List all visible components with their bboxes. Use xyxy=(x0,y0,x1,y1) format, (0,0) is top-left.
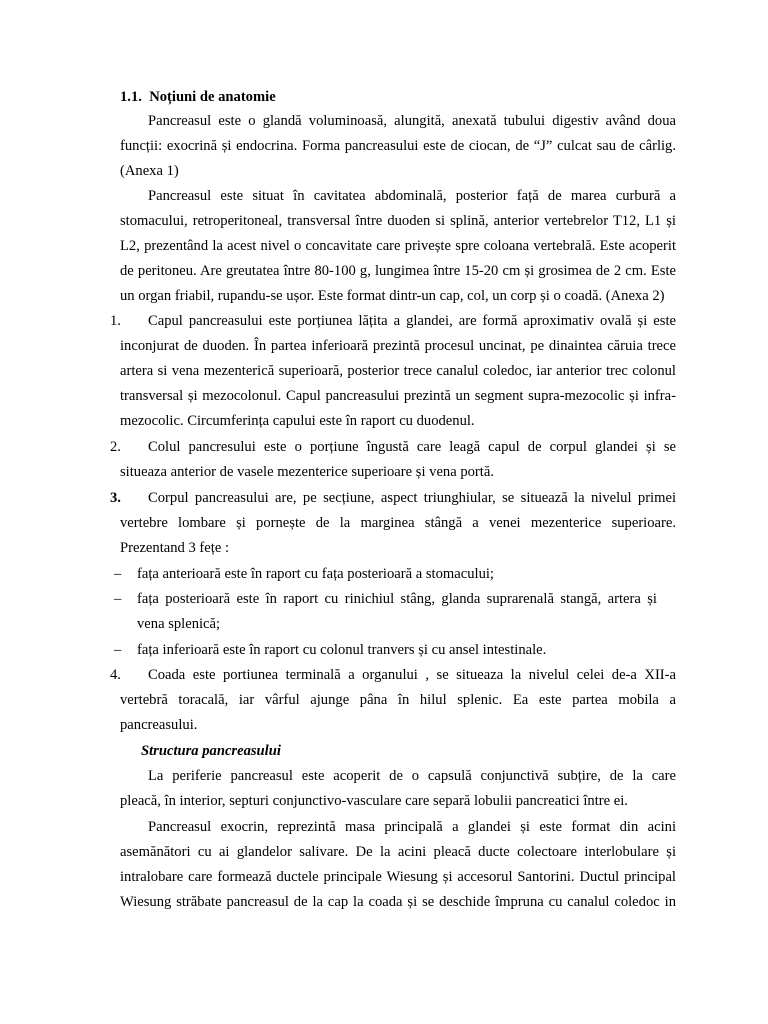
list-item-line: Capul pancreasului este porțiunea lățita a glandei, are formă aproximativ ovală și este xyxy=(148,313,676,329)
bullet-dash: – xyxy=(114,642,122,658)
list-item-line: situeaza anterior de vasele mezenterice superioare și vena portă. xyxy=(120,464,494,480)
list-number: 1. xyxy=(110,313,121,329)
paragraph-line: Pancreasul este o glandă voluminoasă, alungită, anexată tubului digestiv având doua xyxy=(148,113,676,129)
list-number: 2. xyxy=(110,439,121,455)
bullet-line: fața anterioară este în raport cu fața posterioară a stomacului; xyxy=(137,566,494,582)
paragraph-line: Wiesung străbate pancreasul de la cap la coada și se deschide împruna cu canalul coledoc in xyxy=(120,894,676,910)
section-number: 1.1. xyxy=(120,89,142,105)
list-item-line: Colul pancresului este o porțiune îngustă care leagă capul de corpul glandei și se xyxy=(148,439,676,455)
list-item-line: Prezentand 3 fețe : xyxy=(120,540,229,556)
paragraph-line: (Anexa 1) xyxy=(120,163,179,179)
list-item-line: pancreasului. xyxy=(120,717,198,733)
list-item-line: mezocolic. Circumferința capului este în raport cu duodenul. xyxy=(120,413,475,429)
paragraph-line: funcții: exocrină și endocrina. Forma pancreasului este de ciocan, de “J” culcat sau de cârlig. xyxy=(120,138,676,154)
list-item-line: vertebre lombare și pornește de la marginea stângă a venei mezenterice superioare. xyxy=(120,515,676,531)
list-item-line: artera si vena mezenterică superioară, posterior trece canalul coledoc, iar anterior trec colonul xyxy=(120,363,676,379)
list-item-line: Coada este portiunea terminală a organului , se situeaza la nivelul celei de-a XII-a xyxy=(148,667,676,683)
bullet-line: fața inferioară este în raport cu colonul tranvers și cu ansel intestinale. xyxy=(137,642,547,658)
paragraph-line: stomacului, retroperitoneal, transversal între duoden si splină, anterior vertebrelor T12, L1 și xyxy=(120,213,676,229)
bullet-dash: – xyxy=(114,566,122,582)
paragraph-line: pleacă, în interior, septuri conjunctivo-vasculare care separă lobulii pancreatici între ei. xyxy=(120,793,628,809)
bullet-dash: – xyxy=(114,591,122,607)
paragraph-line: intralobare care formează ductele principale Wiesung și accesorul Santorini. Ductul principal xyxy=(120,869,676,885)
section-heading xyxy=(120,88,676,106)
list-item-line: transversal și mezocolonul. Capul pancreasului prezintă un segment supra-mezocolic și infra- xyxy=(120,388,676,404)
list-item-line: Corpul pancreasului are, pe secțiune, aspect triunghiular, se situează la nivelul primei xyxy=(148,490,676,506)
list-number: 3. xyxy=(110,490,121,506)
list-number: 4. xyxy=(110,667,121,683)
paragraph-line: Pancreasul exocrin, reprezintă masa principală a glandei și este format din acini xyxy=(148,819,676,835)
paragraph-line: de peritoneu. Are greutatea între 80-100 g, lungimea între 15-20 cm și grosimea de 2 cm. Este xyxy=(120,263,676,279)
paragraph-line: La periferie pancreasul este acoperit de o capsulă conjunctivă subțire, de la care xyxy=(148,768,676,784)
bullet-line: fața posterioară este în raport cu rinichiul stâng, glanda suprarenală stangă, artera și xyxy=(137,591,657,607)
list-item-line: vertebră toracală, iar vârful ajunge pâna în hilul splenic. Ea este partea mobila a xyxy=(120,692,676,708)
paragraph-line: asemănători cu ai glandelor salivare. De la acini pleacă ducte colectoare interlobulare și xyxy=(120,844,676,860)
section-title: Noțiuni de anatomie xyxy=(149,89,276,105)
paragraph-line: un organ friabil, rupandu-se ușor. Este format dintr-un cap, col, un corp și o coadă. (Anexa 2) xyxy=(120,288,665,304)
paragraph-line: Pancreasul este situat în cavitatea abdominală, posterior față de marea curbură a xyxy=(148,188,676,204)
subsection-heading: Structura pancreasului xyxy=(141,743,281,759)
bullet-line: vena splenică; xyxy=(137,616,221,632)
list-item-line: inconjurat de duoden. În partea inferioară prezintă procesul uncinat, pe dinaintea căruia trece xyxy=(120,338,676,354)
paragraph-line: L2, prezentând la acest nivel o concavitate care privește spre coloana vertebrală. Este acoperit xyxy=(120,238,676,254)
